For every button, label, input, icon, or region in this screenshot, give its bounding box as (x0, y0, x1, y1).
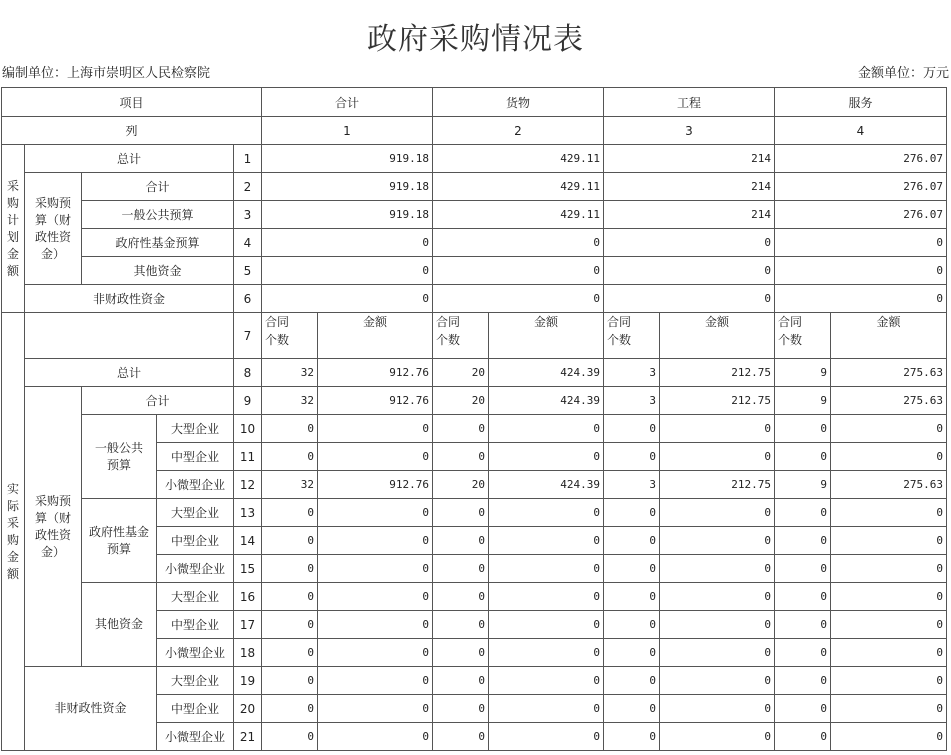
value-cell: 0 (318, 415, 433, 443)
row-number: 3 (234, 201, 262, 229)
value-cell: 0 (262, 639, 318, 667)
row-number: 17 (234, 611, 262, 639)
plan-group-label: 采 购 计 划 金 额 (2, 145, 25, 313)
value-cell: 276.07 (775, 173, 947, 201)
value-cell: 0 (433, 611, 489, 639)
value-cell: 0 (489, 555, 604, 583)
value-cell: 0 (604, 257, 775, 285)
enterprise-size-label: 中型企业 (157, 611, 234, 639)
contract-count-header: 合同 个数 (604, 313, 660, 359)
value-cell: 919.18 (262, 173, 433, 201)
value-cell: 0 (262, 229, 433, 257)
value-cell: 214 (604, 145, 775, 173)
value-cell: 0 (262, 611, 318, 639)
value-cell: 0 (262, 667, 318, 695)
row-number: 19 (234, 667, 262, 695)
value-cell: 3 (604, 387, 660, 415)
row-number: 4 (234, 229, 262, 257)
value-cell: 0 (831, 611, 947, 639)
value-cell: 0 (604, 667, 660, 695)
value-cell: 212.75 (660, 471, 775, 499)
header-item: 项目 (2, 88, 262, 117)
value-cell: 212.75 (660, 387, 775, 415)
value-cell: 9 (775, 387, 831, 415)
value-cell: 214 (604, 201, 775, 229)
value-cell: 0 (489, 723, 604, 751)
value-cell: 0 (262, 583, 318, 611)
value-cell: 0 (831, 667, 947, 695)
value-cell: 0 (831, 527, 947, 555)
value-cell: 0 (318, 695, 433, 723)
value-cell: 0 (660, 415, 775, 443)
row-number: 18 (234, 639, 262, 667)
amount-header: 金额 (318, 313, 433, 359)
row-number: 1 (234, 145, 262, 173)
row-label: 一般公共预算 (82, 201, 234, 229)
value-cell: 0 (489, 639, 604, 667)
enterprise-size-label: 中型企业 (157, 695, 234, 723)
value-cell: 0 (433, 583, 489, 611)
value-cell: 0 (775, 639, 831, 667)
value-cell: 275.63 (831, 387, 947, 415)
amount-header: 金额 (489, 313, 604, 359)
enterprise-size-label: 大型企业 (157, 583, 234, 611)
table-row (2, 583, 947, 611)
value-cell: 0 (433, 415, 489, 443)
compiling-unit (2, 62, 210, 81)
value-cell: 0 (262, 443, 318, 471)
general-budget-label: 一般公共 预算 (82, 415, 157, 499)
value-cell: 0 (262, 285, 433, 313)
value-cell: 0 (604, 285, 775, 313)
value-cell: 0 (660, 555, 775, 583)
value-cell: 424.39 (489, 359, 604, 387)
value-cell: 0 (489, 499, 604, 527)
actual-group-label: 实 际 采 购 金 额 (2, 313, 25, 751)
value-cell: 0 (660, 443, 775, 471)
value-cell: 0 (318, 667, 433, 695)
amount-header: 金额 (831, 313, 947, 359)
header-col-num: 4 (775, 117, 947, 145)
value-cell: 0 (660, 527, 775, 555)
table-row (2, 88, 947, 117)
table-row (2, 359, 947, 387)
value-cell: 0 (604, 611, 660, 639)
value-cell: 0 (318, 639, 433, 667)
value-cell: 214 (604, 173, 775, 201)
compiling-unit-name: 上海市崇明区人民检察院 (67, 66, 211, 81)
row-number: 9 (234, 387, 262, 415)
value-cell: 0 (604, 555, 660, 583)
value-cell: 0 (604, 415, 660, 443)
row-number: 7 (234, 313, 262, 359)
table-row (2, 201, 947, 229)
table-row (2, 415, 947, 443)
amount-header: 金额 (660, 313, 775, 359)
value-cell: 0 (489, 583, 604, 611)
value-cell: 0 (831, 555, 947, 583)
value-cell: 20 (433, 359, 489, 387)
row-number: 5 (234, 257, 262, 285)
table-row (2, 387, 947, 415)
value-cell: 275.63 (831, 359, 947, 387)
enterprise-size-label: 小微型企业 (157, 471, 234, 499)
value-cell: 0 (831, 415, 947, 443)
row-label: 政府性基金预算 (82, 229, 234, 257)
value-cell: 0 (318, 499, 433, 527)
value-cell: 0 (262, 695, 318, 723)
page-title: 政府采购情况表 (367, 22, 584, 57)
value-cell: 912.76 (318, 471, 433, 499)
value-cell: 9 (775, 359, 831, 387)
enterprise-size-label: 小微型企业 (157, 723, 234, 751)
compiling-unit-label: 编制单位： (2, 66, 68, 81)
value-cell: 0 (775, 499, 831, 527)
value-cell: 0 (604, 639, 660, 667)
value-cell: 32 (262, 471, 318, 499)
value-cell: 0 (433, 285, 604, 313)
row-label: 非财政性资金 (25, 285, 234, 313)
row-number: 13 (234, 499, 262, 527)
row-number: 20 (234, 695, 262, 723)
value-cell: 275.63 (831, 471, 947, 499)
value-cell: 0 (775, 415, 831, 443)
blank-cell (25, 313, 234, 359)
row-number: 12 (234, 471, 262, 499)
row-number: 21 (234, 723, 262, 751)
value-cell: 0 (433, 229, 604, 257)
row-label: 总计 (25, 145, 234, 173)
contract-count-header: 合同 个数 (262, 313, 318, 359)
value-cell: 0 (831, 695, 947, 723)
row-number: 10 (234, 415, 262, 443)
row-number: 8 (234, 359, 262, 387)
row-label: 合计 (82, 387, 234, 415)
row-label: 合计 (82, 173, 234, 201)
value-cell: 0 (660, 723, 775, 751)
row-number: 15 (234, 555, 262, 583)
value-cell: 912.76 (318, 359, 433, 387)
value-cell: 424.39 (489, 387, 604, 415)
enterprise-size-label: 大型企业 (157, 499, 234, 527)
header-engineering: 工程 (604, 88, 775, 117)
value-cell: 0 (262, 555, 318, 583)
value-cell: 3 (604, 471, 660, 499)
value-cell: 429.11 (433, 145, 604, 173)
value-cell: 0 (433, 639, 489, 667)
value-cell: 0 (775, 257, 947, 285)
value-cell: 0 (775, 695, 831, 723)
value-cell: 0 (660, 499, 775, 527)
enterprise-size-label: 小微型企业 (157, 639, 234, 667)
value-cell: 0 (318, 443, 433, 471)
header-col: 列 (2, 117, 262, 145)
value-cell: 429.11 (433, 173, 604, 201)
value-cell: 0 (433, 667, 489, 695)
value-cell: 0 (433, 695, 489, 723)
value-cell: 0 (831, 639, 947, 667)
value-cell: 0 (262, 723, 318, 751)
value-cell: 0 (831, 723, 947, 751)
table-row (2, 257, 947, 285)
row-label: 其他资金 (82, 257, 234, 285)
value-cell: 0 (775, 555, 831, 583)
other-funds-label: 其他资金 (82, 583, 157, 667)
value-cell: 0 (604, 723, 660, 751)
value-cell: 0 (433, 723, 489, 751)
value-cell: 0 (433, 527, 489, 555)
value-cell: 0 (318, 583, 433, 611)
value-cell: 0 (433, 257, 604, 285)
row-number: 11 (234, 443, 262, 471)
value-cell: 20 (433, 471, 489, 499)
header-col-num: 2 (433, 117, 604, 145)
value-cell: 0 (604, 443, 660, 471)
value-cell: 3 (604, 359, 660, 387)
value-cell: 0 (831, 583, 947, 611)
value-cell: 0 (604, 695, 660, 723)
value-cell: 912.76 (318, 387, 433, 415)
value-cell: 0 (433, 555, 489, 583)
table-row (2, 173, 947, 201)
value-cell: 0 (318, 555, 433, 583)
contract-count-header: 合同 个数 (433, 313, 489, 359)
value-cell: 919.18 (262, 201, 433, 229)
value-cell: 0 (604, 583, 660, 611)
value-cell: 0 (489, 667, 604, 695)
value-cell: 0 (262, 415, 318, 443)
value-cell: 0 (318, 723, 433, 751)
value-cell: 0 (604, 499, 660, 527)
value-cell: 32 (262, 359, 318, 387)
table-row (2, 499, 947, 527)
value-cell: 424.39 (489, 471, 604, 499)
row-number: 14 (234, 527, 262, 555)
row-label: 总计 (25, 359, 234, 387)
value-cell: 0 (660, 695, 775, 723)
header-total: 合计 (262, 88, 433, 117)
value-cell: 919.18 (262, 145, 433, 173)
table-row (2, 313, 947, 359)
value-cell: 212.75 (660, 359, 775, 387)
table-row (2, 229, 947, 257)
contract-count-header: 合同 个数 (775, 313, 831, 359)
non-fiscal-label: 非财政性资金 (25, 667, 157, 751)
value-cell: 0 (660, 583, 775, 611)
value-cell: 276.07 (775, 145, 947, 173)
procurement-table (1, 87, 947, 751)
value-cell: 0 (318, 527, 433, 555)
value-cell: 0 (262, 527, 318, 555)
value-cell: 0 (775, 527, 831, 555)
row-number: 6 (234, 285, 262, 313)
value-cell: 0 (262, 257, 433, 285)
value-cell: 0 (775, 229, 947, 257)
table-row (2, 145, 947, 173)
value-cell: 20 (433, 387, 489, 415)
table-row (2, 117, 947, 145)
value-cell: 0 (433, 499, 489, 527)
actual-budget-group: 采购预 算（财 政性资 金） (25, 387, 82, 667)
value-cell: 0 (775, 285, 947, 313)
row-number: 2 (234, 173, 262, 201)
value-cell: 0 (775, 443, 831, 471)
plan-budget-group: 采购预 算（财 政性资 金） (25, 173, 82, 285)
fund-budget-label: 政府性基金 预算 (82, 499, 157, 583)
value-cell: 0 (660, 667, 775, 695)
table-row (2, 285, 947, 313)
value-cell: 0 (318, 611, 433, 639)
header-col-num: 1 (262, 117, 433, 145)
header-services: 服务 (775, 88, 947, 117)
row-number: 16 (234, 583, 262, 611)
currency-unit: 金额单位：万元 (857, 66, 949, 81)
value-cell: 0 (433, 443, 489, 471)
value-cell: 0 (489, 415, 604, 443)
value-cell: 0 (831, 499, 947, 527)
enterprise-size-label: 中型企业 (157, 443, 234, 471)
value-cell: 0 (489, 695, 604, 723)
value-cell: 32 (262, 387, 318, 415)
value-cell: 276.07 (775, 201, 947, 229)
value-cell: 0 (489, 611, 604, 639)
header-goods: 货物 (433, 88, 604, 117)
value-cell: 0 (660, 639, 775, 667)
value-cell: 9 (775, 471, 831, 499)
value-cell: 0 (489, 527, 604, 555)
value-cell: 0 (489, 443, 604, 471)
value-cell: 0 (262, 499, 318, 527)
value-cell: 0 (775, 667, 831, 695)
value-cell: 0 (775, 611, 831, 639)
value-cell: 0 (604, 229, 775, 257)
value-cell: 0 (604, 527, 660, 555)
table-row (2, 667, 947, 695)
enterprise-size-label: 大型企业 (157, 667, 234, 695)
enterprise-size-label: 中型企业 (157, 527, 234, 555)
value-cell: 0 (775, 583, 831, 611)
value-cell: 0 (660, 611, 775, 639)
value-cell: 0 (775, 723, 831, 751)
enterprise-size-label: 小微型企业 (157, 555, 234, 583)
value-cell: 0 (831, 443, 947, 471)
enterprise-size-label: 大型企业 (157, 415, 234, 443)
value-cell: 429.11 (433, 201, 604, 229)
header-col-num: 3 (604, 117, 775, 145)
